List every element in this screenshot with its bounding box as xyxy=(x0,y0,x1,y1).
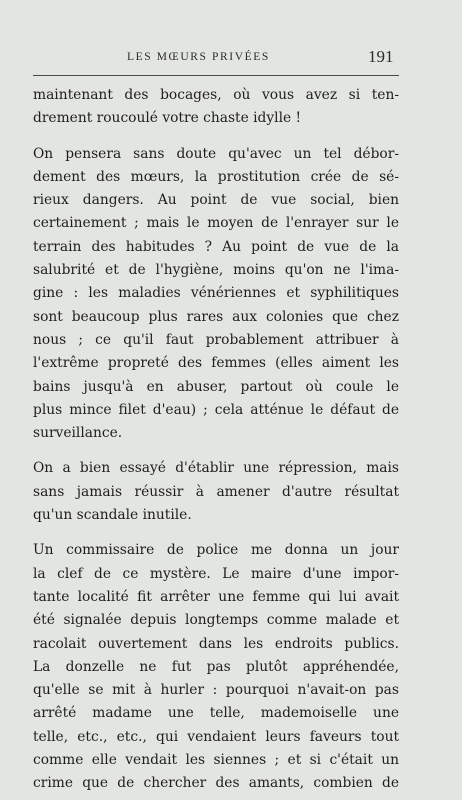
text-line: drement roucoulé votre chaste idylle ! xyxy=(33,110,302,127)
paragraph xyxy=(33,143,399,446)
text-line: racolait ouvertement dans les endroits publics. xyxy=(33,635,399,652)
page-header xyxy=(0,44,462,74)
text-line: telle, etc., etc., qui vendaient leurs faveurs tout xyxy=(33,728,399,745)
paragraph xyxy=(33,539,399,795)
text-line: salubrité et de l'hygiène, moins qu'on ne l'ima- xyxy=(33,262,399,279)
text-line: Un commissaire de police me donna un jour xyxy=(33,542,399,559)
text-line: dement des mœurs, la prostitution crée de sé- xyxy=(33,168,399,185)
text-line: surveillance. xyxy=(33,425,123,442)
paragraph xyxy=(33,457,399,527)
text-line: sont beaucoup plus rares aux colonies que chez xyxy=(33,308,399,325)
text-line: qu'elle se mit à hurler : pourquoi n'avait-on pas xyxy=(33,682,399,699)
text-line: sans jamais réussir à amener d'autre résultat xyxy=(33,483,399,500)
text-line: On pensera sans doute qu'avec un tel débor- xyxy=(33,145,399,162)
header-rule xyxy=(33,75,399,76)
text-line: été signalée depuis longtemps comme malade et xyxy=(33,612,399,629)
text-line: l'extrême propreté des femmes (elles aiment les xyxy=(33,355,399,372)
text-line: qu'un scandale inutile. xyxy=(33,507,192,524)
text-line: gine : les maladies vénériennes et syphilitiques xyxy=(33,285,399,302)
text-line: rieux dangers. Au point de vue social, bien xyxy=(33,192,399,209)
text-line: crime que de chercher des amants, combien de xyxy=(33,775,399,792)
text-line: bains jusqu'à en abuser, partout où coule le xyxy=(33,378,399,395)
running-title: LES MŒURS PRIVÉES xyxy=(127,51,270,63)
text-line: arrêté madame une telle, mademoiselle une xyxy=(33,705,399,722)
text-line: terrain des habitudes ? Au point de vue de la xyxy=(33,238,399,255)
text-line: certainement ; mais le moyen de l'enrayer sur le xyxy=(33,215,399,232)
paragraph xyxy=(33,84,399,131)
body-text xyxy=(33,84,399,796)
text-line: comme elle vendait les siennes ; et si c'était un xyxy=(33,752,399,769)
text-line: maintenant des bocages, où vous avez si ten- xyxy=(33,87,399,103)
text-line: tante localité fit arrêter une femme qui lui avait xyxy=(33,588,399,605)
text-line: nous ; ce qu'il faut probablement attribuer à xyxy=(33,331,399,348)
page-number: 191 xyxy=(368,47,394,66)
text-line: La donzelle ne fut pas plutôt appréhendée, xyxy=(33,658,399,675)
text-line: la clef de ce mystère. Le maire d'une impor- xyxy=(33,565,399,582)
text-line: plus mince filet d'eau) ; cela atténue le défaut de xyxy=(33,401,399,418)
text-line: On a bien essayé d'établir une répression, mais xyxy=(33,460,399,477)
